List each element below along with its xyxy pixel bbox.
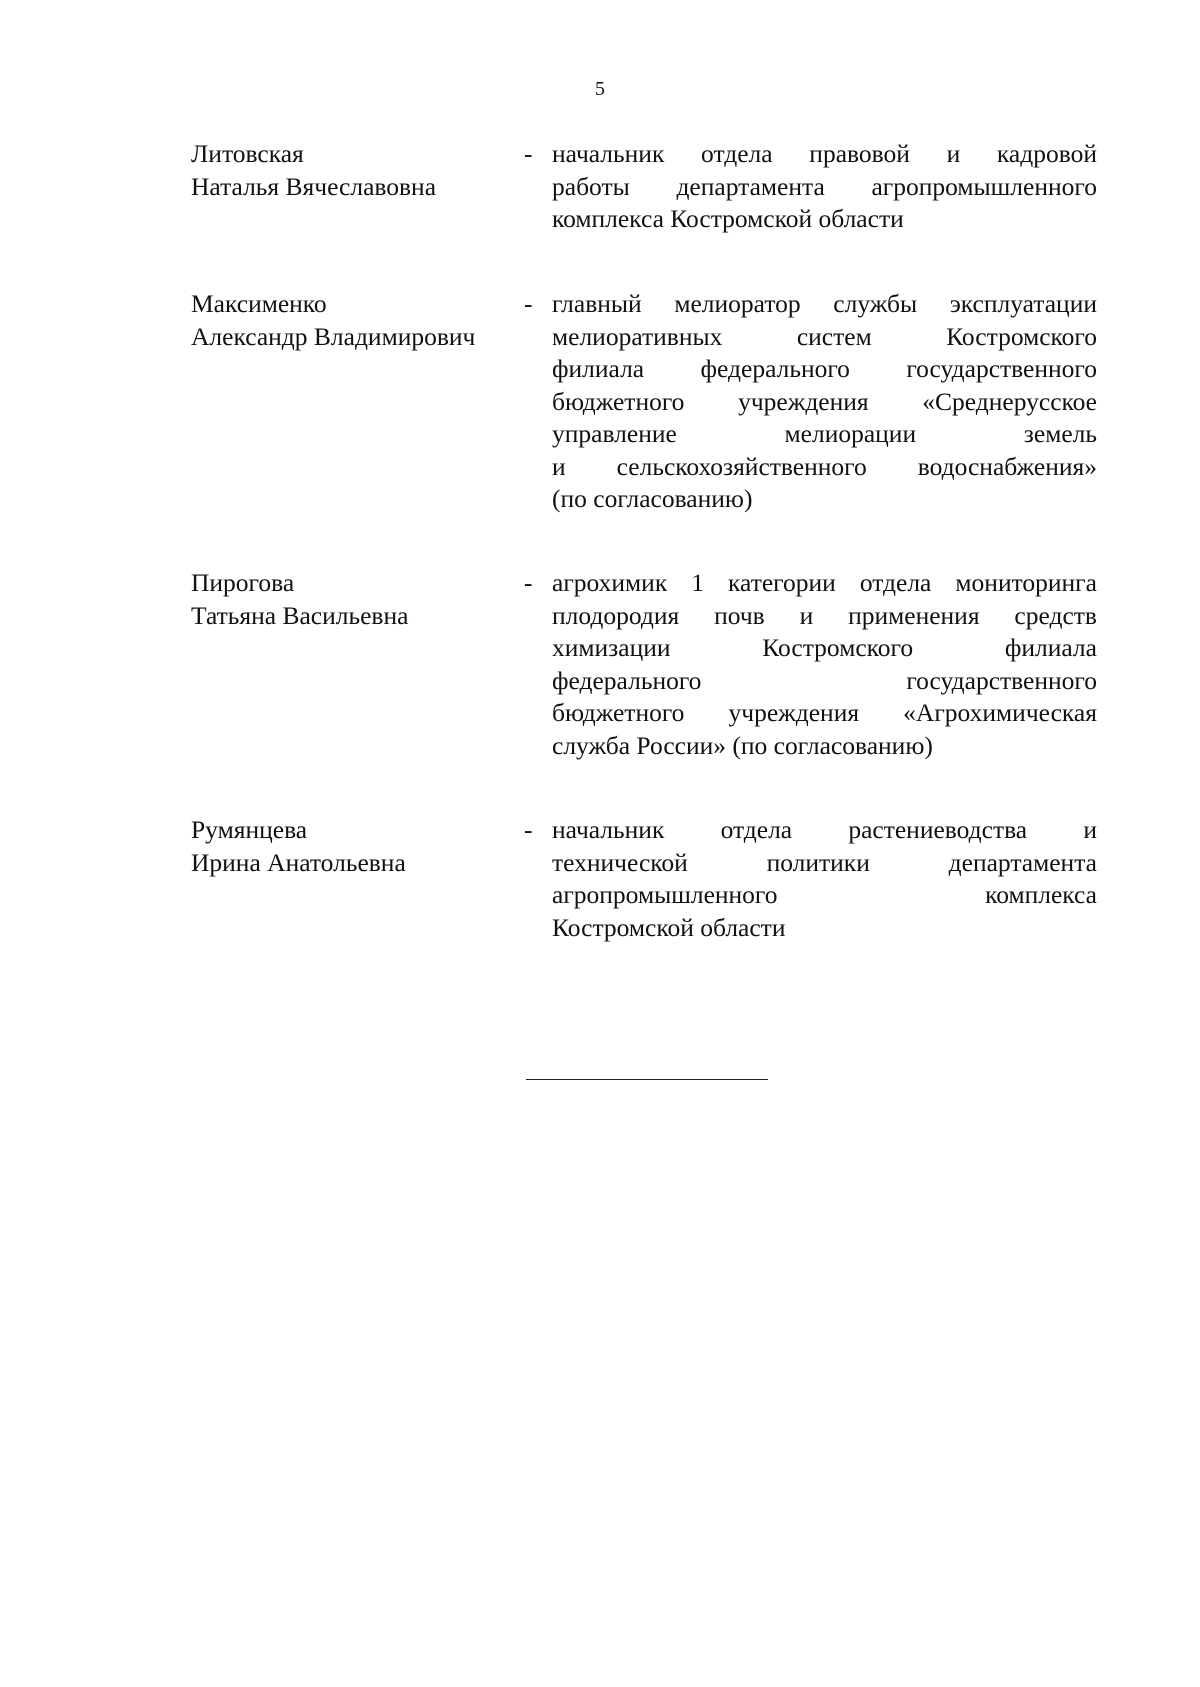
- position-line: [552, 138, 1097, 171]
- position-word: правовой: [809, 139, 910, 168]
- position-line: [552, 600, 1097, 633]
- dash-separator: -: [524, 815, 533, 844]
- member-position: [552, 814, 1097, 944]
- dash-separator: -: [524, 289, 533, 318]
- position-line: [552, 814, 1097, 847]
- position-word: работы: [552, 171, 630, 201]
- member-name: [191, 567, 521, 632]
- position-word: мониторинга: [955, 568, 1097, 597]
- position-word: химизации: [552, 633, 671, 662]
- position-word: кадровой: [996, 139, 1097, 168]
- position-word: технической: [552, 847, 688, 877]
- position-word: агрохимик: [552, 568, 668, 597]
- position-word: мелиоративных: [552, 321, 723, 351]
- position-word: почв: [714, 600, 765, 630]
- position-word: федерального: [552, 665, 702, 695]
- position-line: [552, 386, 1097, 419]
- member-name: [191, 288, 521, 353]
- position-word: и: [552, 451, 566, 481]
- position-word: служба России» (по согласованию): [552, 730, 933, 760]
- position-word: и: [946, 139, 961, 168]
- position-word: и: [1083, 815, 1097, 844]
- position-line: [552, 697, 1097, 730]
- position-word: отдела: [720, 815, 793, 844]
- position-line: [552, 451, 1097, 484]
- position-word: службы: [833, 289, 918, 318]
- member-surname: Максименко: [191, 289, 327, 318]
- member-surname: Литовская: [191, 139, 304, 168]
- position-word: Костромской области: [552, 912, 786, 942]
- position-line: [552, 353, 1097, 386]
- position-word: агропромышленного: [871, 171, 1097, 201]
- closing-rule: [526, 1079, 768, 1080]
- member-position: [552, 567, 1097, 762]
- position-word: департамента: [948, 847, 1097, 877]
- member-surname: Румянцева: [191, 815, 308, 844]
- position-word: растениеводства: [848, 815, 1028, 844]
- position-word: мелиоратор: [674, 289, 801, 318]
- position-word: «Среднерусское: [922, 386, 1097, 416]
- position-word: 1: [691, 568, 704, 597]
- position-word: комплекса Костромской области: [552, 204, 904, 233]
- position-line: [552, 879, 1097, 912]
- position-word: агропромышленного: [552, 880, 778, 909]
- position-word: федерального: [700, 354, 850, 383]
- position-line: [552, 665, 1097, 698]
- position-line: [552, 171, 1097, 204]
- member-name: [191, 814, 521, 879]
- position-word: «Агрохимическая: [903, 698, 1097, 727]
- position-line: [552, 418, 1097, 451]
- position-word: мелиорации: [784, 419, 917, 448]
- position-word: средств: [1014, 600, 1097, 630]
- position-word: государственного: [906, 665, 1097, 695]
- position-word: учреждения: [728, 698, 860, 727]
- member-given-names: Татьяна Васильевна: [191, 600, 409, 630]
- position-word: Костромского: [946, 321, 1097, 351]
- position-line: [552, 730, 1097, 763]
- position-line: [552, 847, 1097, 880]
- page-number: 5: [595, 78, 605, 100]
- position-word: филиала: [1004, 633, 1097, 662]
- member-position: [552, 138, 1097, 236]
- position-word: сельскохозяйственного: [616, 451, 867, 481]
- position-word: плодородия: [552, 600, 680, 630]
- member-surname: Пирогова: [191, 568, 295, 597]
- dash-separator: -: [524, 139, 533, 168]
- position-word: главный: [552, 289, 642, 318]
- position-line: [552, 912, 1097, 945]
- position-word: земель: [1023, 419, 1097, 448]
- position-line: [552, 321, 1097, 354]
- position-word: департамента: [676, 171, 825, 201]
- position-line: [552, 288, 1097, 321]
- position-word: государственного: [906, 354, 1097, 383]
- member-given-names: Ирина Анатольевна: [191, 847, 406, 877]
- position-word: политики: [766, 847, 870, 877]
- position-word: отдела: [701, 139, 773, 168]
- position-word: отдела: [859, 568, 932, 597]
- position-word: управление: [552, 419, 677, 448]
- position-word: бюджетного: [552, 698, 685, 727]
- position-word: комплекса: [985, 880, 1097, 909]
- member-given-names: Наталья Вячеславовна: [191, 171, 437, 201]
- position-line: [552, 203, 1097, 236]
- member-name: [191, 138, 521, 203]
- dash-separator: -: [524, 568, 533, 597]
- position-word: категории: [728, 568, 836, 597]
- position-line: [552, 483, 1097, 516]
- position-line: [552, 567, 1097, 600]
- position-word: систем: [796, 321, 872, 351]
- position-word: эксплуатации: [949, 289, 1097, 318]
- position-word: начальник: [552, 815, 665, 844]
- position-line: [552, 632, 1097, 665]
- position-word: филиала: [552, 354, 645, 383]
- position-word: водоснабжения»: [917, 451, 1097, 481]
- member-position: [552, 288, 1097, 516]
- position-word: Костромского: [762, 633, 914, 662]
- position-word: учреждения: [738, 386, 869, 416]
- position-word: начальник: [552, 139, 665, 168]
- position-word: и: [799, 600, 814, 630]
- position-word: применения: [848, 600, 980, 630]
- member-given-names: Александр Владимирович: [191, 321, 476, 351]
- position-word: бюджетного: [552, 386, 685, 416]
- position-word: (по согласованию): [552, 484, 753, 513]
